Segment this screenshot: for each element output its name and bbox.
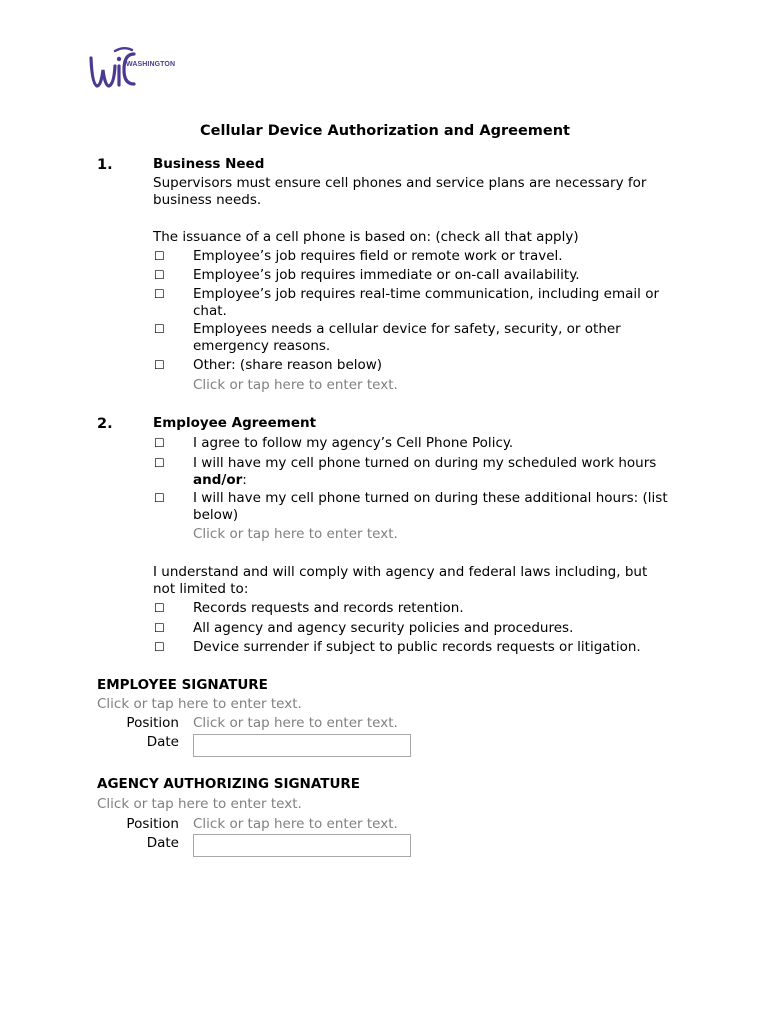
andor-colon: : — [242, 471, 247, 488]
item-field-work: Employee’s job requires field or remote work or travel. — [193, 248, 563, 264]
wic-washington-logo — [88, 44, 198, 92]
checkbox-on-call[interactable]: ☐ — [154, 268, 165, 282]
item-work-hours — [193, 455, 673, 488]
checkbox-real-time[interactable]: ☐ — [154, 287, 165, 301]
employee-signature-heading: EMPLOYEE SIGNATURE — [97, 677, 268, 693]
item-security-policies: All agency and agency security policies and procedures. — [193, 620, 574, 636]
agency-position-field[interactable]: Click or tap here to enter text. — [193, 816, 398, 832]
section-2-number: 2. — [97, 416, 113, 432]
employee-date-field[interactable] — [193, 734, 411, 757]
section-1-lead: The issuance of a cell phone is based on: (check all that apply) — [153, 229, 579, 245]
checkbox-policy[interactable]: ☐ — [154, 436, 165, 450]
employee-date-label: Date — [146, 734, 179, 750]
section-2-heading: Employee Agreement — [153, 415, 317, 431]
additional-hours-field[interactable]: Click or tap here to enter text. — [193, 526, 398, 542]
section-1-heading: Business Need — [153, 156, 265, 172]
item-work-hours-text: I will have my cell phone turned on during my scheduled work hours — [193, 455, 657, 471]
section-1-number: 1. — [97, 157, 113, 173]
checkbox-records[interactable]: ☐ — [154, 601, 165, 615]
item-additional-hours: I will have my cell phone turned on during these additional hours: (list below) — [193, 490, 668, 523]
checkbox-device-surrender[interactable]: ☐ — [154, 640, 165, 654]
item-safety: Employees needs a cellular device for safety, security, or other emergency reasons. — [193, 321, 621, 354]
page-title: Cellular Device Authorization and Agreement — [200, 123, 570, 139]
andor-text: and/or — [193, 471, 243, 488]
item-on-call: Employee’s job requires immediate or on-call availability. — [193, 267, 580, 283]
agency-position-label: Position — [126, 816, 179, 832]
checkbox-field-work[interactable]: ☐ — [154, 249, 165, 263]
checkbox-safety[interactable]: ☐ — [154, 322, 165, 336]
agency-date-label: Date — [146, 835, 179, 851]
employee-signature-field[interactable]: Click or tap here to enter text. — [97, 696, 302, 712]
employee-position-field[interactable]: Click or tap here to enter text. — [193, 715, 398, 731]
agency-signature-field[interactable]: Click or tap here to enter text. — [97, 796, 302, 812]
item-other: Other: (share reason below) — [193, 357, 383, 373]
other-reason-field[interactable]: Click or tap here to enter text. — [193, 377, 398, 393]
checkbox-security-policies[interactable]: ☐ — [154, 621, 165, 635]
item-real-time: Employee’s job requires real-time communication, including email or chat. — [193, 286, 660, 319]
checkbox-work-hours[interactable]: ☐ — [154, 456, 165, 470]
item-device-surrender: Device surrender if subject to public records requests or litigation. — [193, 639, 641, 655]
logo-wordmark: WASHINGTON — [126, 61, 176, 68]
item-policy: I agree to follow my agency’s Cell Phone Policy. — [193, 435, 514, 451]
employee-position-label: Position — [126, 715, 179, 731]
checkbox-additional-hours[interactable]: ☐ — [154, 491, 165, 505]
checkbox-other[interactable]: ☐ — [154, 358, 165, 372]
laws-lead: I understand and will comply with agency and federal laws including, but not limited to: — [153, 564, 648, 597]
agency-signature-heading: AGENCY AUTHORIZING SIGNATURE — [97, 776, 361, 792]
item-records: Records requests and records retention. — [193, 600, 464, 616]
agency-date-field[interactable] — [193, 834, 411, 857]
section-1-intro: Supervisors must ensure cell phones and service plans are necessary for business needs. — [153, 175, 647, 208]
